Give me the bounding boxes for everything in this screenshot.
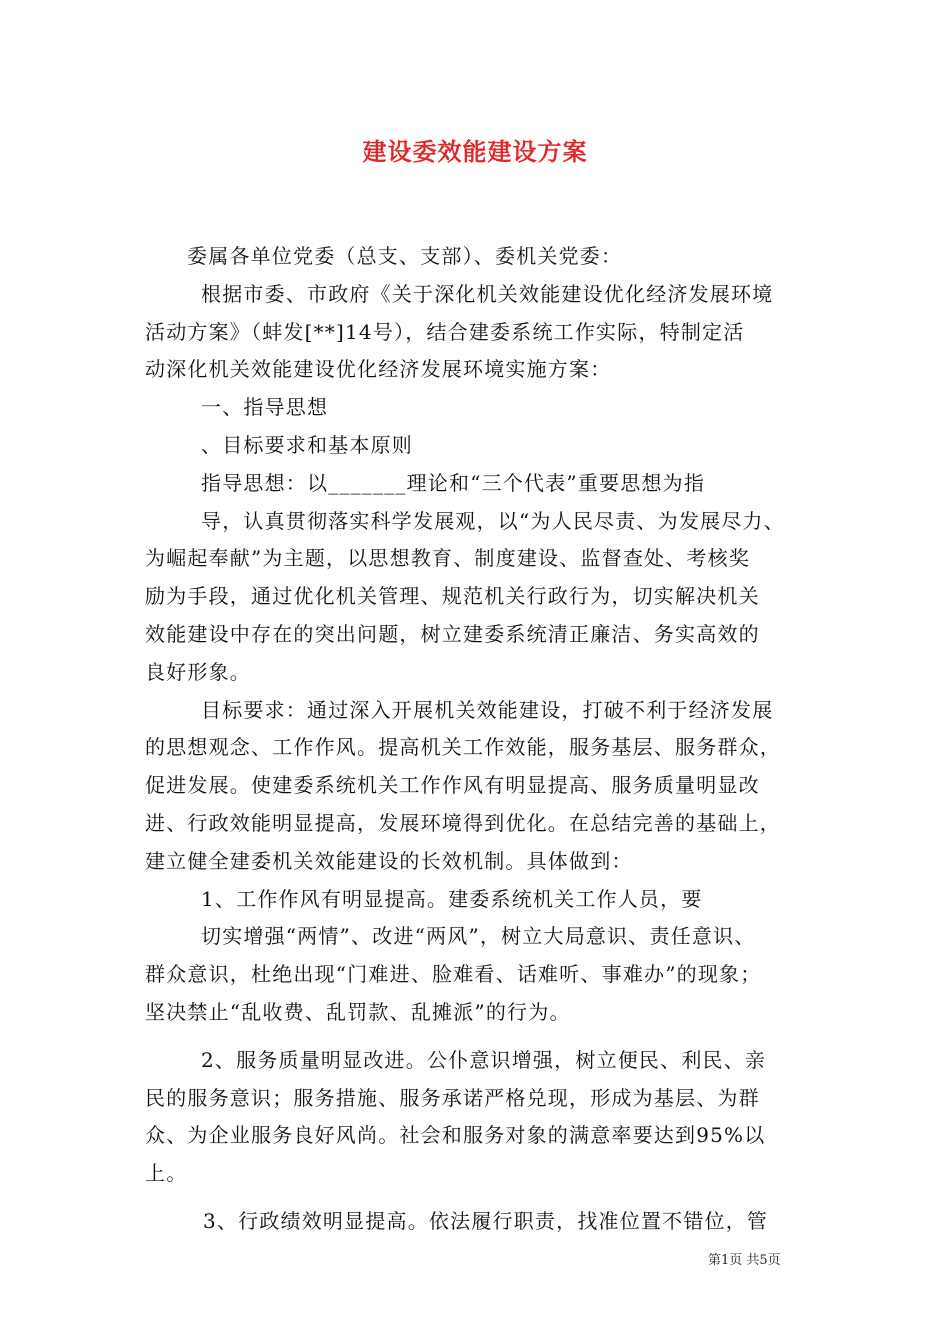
body-line: 群众意识，杜绝出现“门难进、脸难看、话难听、事难办”的现象； (145, 962, 762, 987)
body-line: 众、为企业服务良好风尚。社会和服务对象的满意率要达到95%以 (145, 1123, 766, 1148)
body-line: 1、工作作风有明显提高。建委系统机关工作人员，要 (201, 886, 703, 911)
body-line: 2、服务质量明显改进。公仆意识增强，树立便民、利民、亲 (201, 1047, 767, 1072)
body-line: 、目标要求和基本原则 (201, 432, 413, 457)
body-line: 委属各单位党委（总支、支部）、委机关党委： (187, 244, 623, 268)
body-line: 活动方案》（蚌发[**]14号），结合建委系统工作实际，特制定活 (145, 319, 745, 344)
body-line: 进、行政效能明显提高，发展环境得到优化。在总结完善的基础上， (145, 810, 781, 835)
body-line: 目标要求：通过深入开展机关效能建设，打破不利于经济发展 (201, 697, 774, 722)
body-line: 民的服务意识；服务措施、服务承诺严格兑现，形成为基层、为群 (145, 1085, 760, 1110)
body-line: 根据市委、市政府《关于深化机关效能建设优化经济发展环境 (201, 281, 774, 306)
body-line: 的思想观念、工作作风。提高机关工作效能，服务基层、服务群众， (145, 735, 781, 760)
body-line: 良好形象。 (145, 659, 251, 684)
body-line: 促进发展。使建委系统机关工作作风有明显提高、服务质量明显改 (145, 773, 760, 798)
body-line: 指导思想：以_______理论和“三个代表”重要思想为指 (201, 470, 706, 495)
body-line: 上。 (145, 1161, 188, 1186)
body-line: 切实增强“两情”、改进“两风”，树立大局意识、责任意识、 (201, 924, 756, 949)
body-line: 动深化机关效能建设优化经济发展环境实施方案： (145, 357, 612, 382)
document-body (145, 238, 825, 1241)
body-line: 一、指导思想 (201, 395, 329, 420)
document-title: 建设委效能建设方案 (362, 137, 588, 166)
body-line: 坚决禁止“乱收费、乱罚款、乱摊派”的行为。 (145, 999, 571, 1024)
body-line: 效能建设中存在的突出问题，树立建委系统清正廉洁、务实高效的 (145, 621, 760, 646)
body-line: 为崛起奉献”为主题，以思想教育、制度建设、监督查处、考核奖 (145, 546, 751, 571)
page-footer: 第1页 共5页 (708, 1253, 781, 1268)
body-line: 建立健全建委机关效能建设的长效机制。具体做到： (145, 848, 633, 873)
body-line: 3、行政绩效明显提高。依法履行职责，找准位置不错位，管 (203, 1208, 769, 1233)
body-line: 励为手段，通过优化机关管理、规范机关行政行为，切实解决机关 (145, 584, 760, 609)
body-line: 导，认真贯彻落实科学发展观，以“为人民尽责、为发展尽力、 (201, 508, 785, 533)
